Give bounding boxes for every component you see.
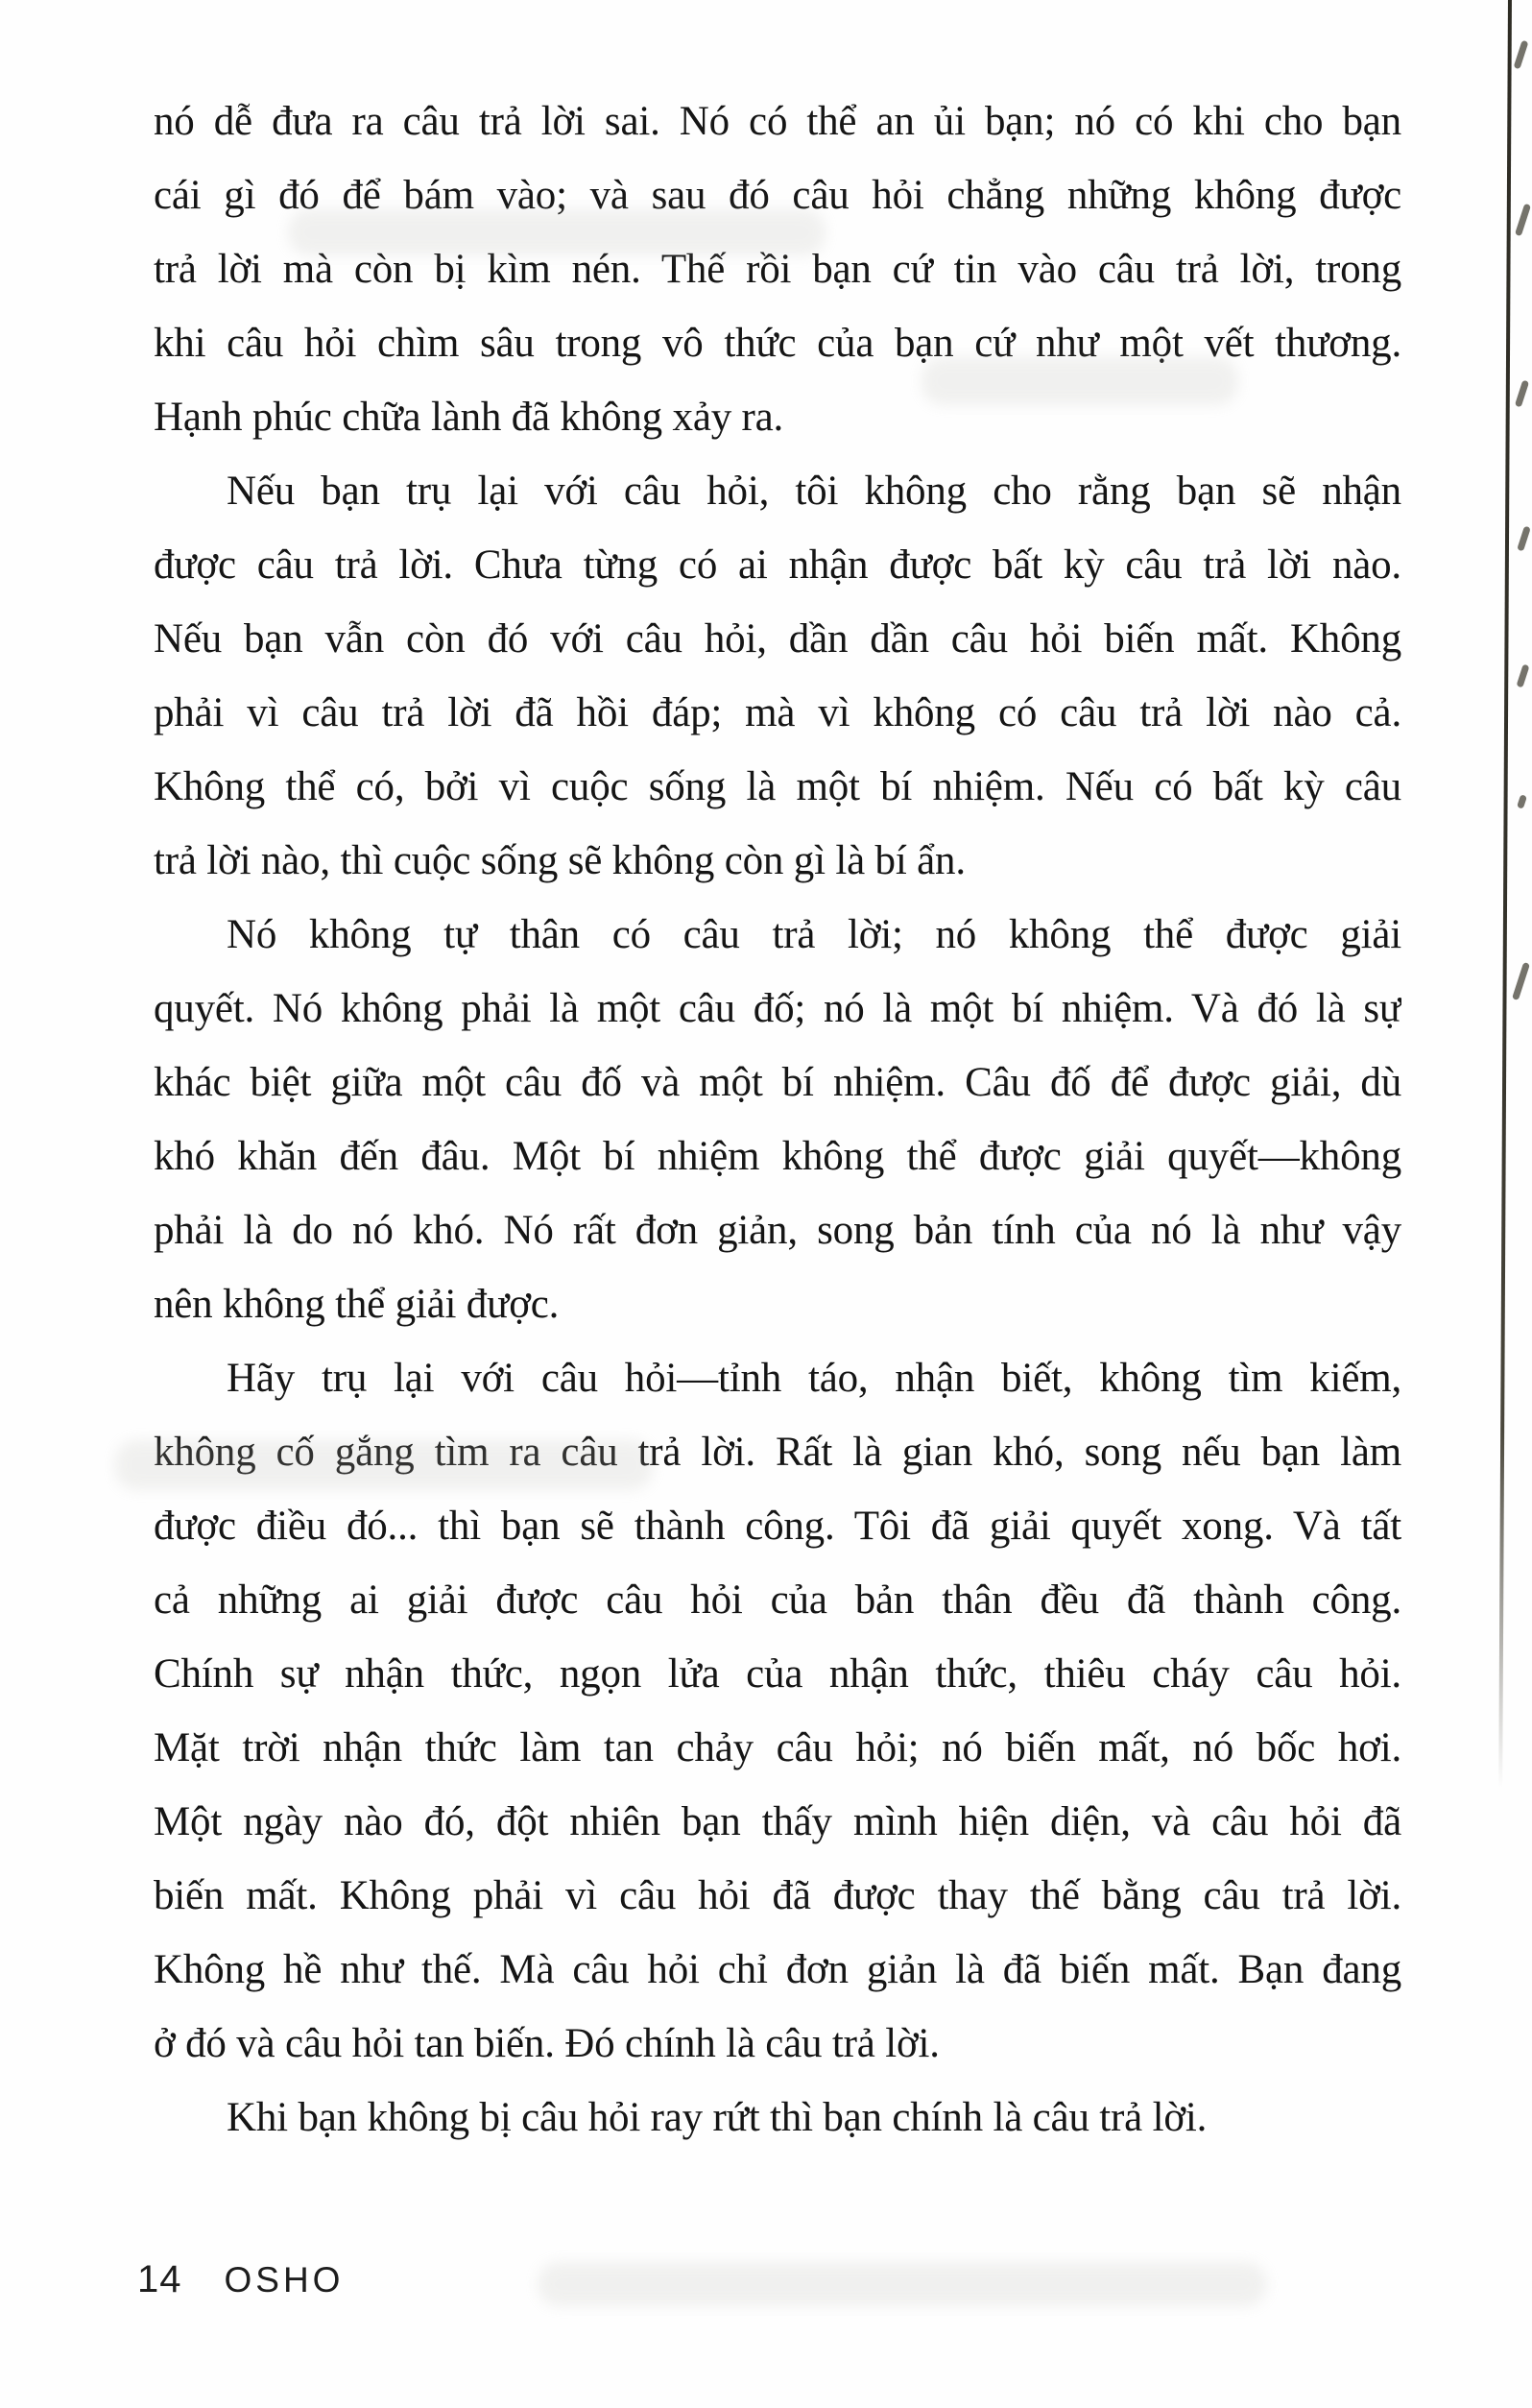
text-line: quyết. Nó không phải là một câu đố; nó là một bí nhiệm. Và đó là sự: [154, 986, 1401, 1031]
bleedthrough-artifact: [288, 209, 826, 255]
text-line: không cố gắng tìm ra câu trả lời. Rất là gian khó, song nếu bạn làm: [154, 1430, 1401, 1475]
text-line: cả những ai giải được câu hỏi của bản thân đều đã thành công.: [154, 1577, 1401, 1623]
text-line: khác biệt giữa một câu đố và một bí nhiệm. Câu đố để được giải, dù: [154, 1060, 1401, 1105]
page-number: 14: [137, 2258, 182, 2300]
text-line: Mặt trời nhận thức làm tan chảy câu hỏi; nó biến mất, nó bốc hơi.: [154, 1725, 1401, 1770]
page-edge-mark: [1517, 526, 1531, 552]
page-edge-mark: [1512, 962, 1530, 1000]
paragraph: [154, 898, 1401, 1341]
text-line: nên không thể giải được.: [154, 1282, 560, 1327]
paragraph: [154, 2081, 1401, 2155]
text-line: Một ngày nào đó, đột nhiên bạn thấy mình hiện diện, và câu hỏi đã: [154, 1799, 1401, 1844]
text-line: được điều đó... thì bạn sẽ thành công. Tôi đã giải quyết xong. Và tất: [154, 1504, 1401, 1549]
text-line: cái gì đó để bám vào; và sau đó câu hỏi chẳng những không được: [154, 173, 1401, 218]
bleedthrough-artifact: [115, 1440, 653, 1490]
text-line: khó khăn đến đâu. Một bí nhiệm không thể được giải quyết—không: [154, 1134, 1401, 1179]
text-line: Không thể có, bởi vì cuộc sống là một bí nhiệm. Nếu có bất kỳ câu: [154, 764, 1401, 809]
text-line: trả lời nào, thì cuộc sống sẽ không còn gì là bí ẩn.: [154, 838, 966, 883]
author-name: OSHO: [224, 2260, 345, 2300]
text-line: Hạnh phúc chữa lành đã không xảy ra.: [154, 395, 784, 440]
text-line: biến mất. Không phải vì câu hỏi đã được thay thế bằng câu trả lời.: [154, 1873, 1401, 1918]
text-line: ở đó và câu hỏi tan biến. Đó chính là câu trả lời.: [154, 2021, 940, 2066]
bleedthrough-artifact: [922, 357, 1238, 405]
page-edge-mark: [1517, 794, 1527, 808]
text-line: Nếu bạn trụ lại với câu hỏi, tôi không cho rằng bạn sẽ nhận: [227, 469, 1401, 514]
text-line: Hãy trụ lại với câu hỏi—tỉnh táo, nhận biết, không tìm kiếm,: [227, 1356, 1401, 1401]
text-line: nó dễ đưa ra câu trả lời sai. Nó có thể an ủi bạn; nó có khi cho bạn: [154, 99, 1401, 144]
text-line: phải là do nó khó. Nó rất đơn giản, song bản tính của nó là như vậy: [154, 1208, 1401, 1253]
text-line: Không hề như thế. Mà câu hỏi chỉ đơn giản là đã biến mất. Bạn đang: [154, 1947, 1401, 1992]
text-line: được câu trả lời. Chưa từng có ai nhận được bất kỳ câu trả lời nào.: [154, 542, 1401, 588]
page-edge-mark: [1516, 664, 1529, 688]
page-edge-mark: [1515, 380, 1529, 408]
text-line: Chính sự nhận thức, ngọn lửa của nhận thức, thiêu cháy câu hỏi.: [154, 1651, 1401, 1697]
bleedthrough-artifact: [538, 2262, 1267, 2306]
page-edge-mark: [1514, 40, 1529, 70]
text-line: Khi bạn không bị câu hỏi ray rứt thì bạn chính là câu trả lời.: [227, 2095, 1208, 2140]
text-line: Nếu bạn vẫn còn đó với câu hỏi, dần dần câu hỏi biến mất. Không: [154, 616, 1401, 662]
text-line: phải vì câu trả lời đã hồi đáp; mà vì không có câu trả lời nào cả.: [154, 690, 1401, 735]
page-edge-line: [1498, 0, 1512, 1788]
text-line: khi câu hỏi chìm sâu trong vô thức của bạn cứ như một vết thương.: [154, 321, 1401, 366]
paragraph: [154, 454, 1401, 898]
page-edge-mark: [1515, 204, 1531, 236]
text-line: trả lời mà còn bị kìm nén. Thế rồi bạn cứ tin vào câu trả lời, trong: [154, 247, 1401, 292]
text-line: Nó không tự thân có câu trả lời; nó không thể được giải: [227, 912, 1401, 957]
page-footer: [137, 2258, 344, 2301]
